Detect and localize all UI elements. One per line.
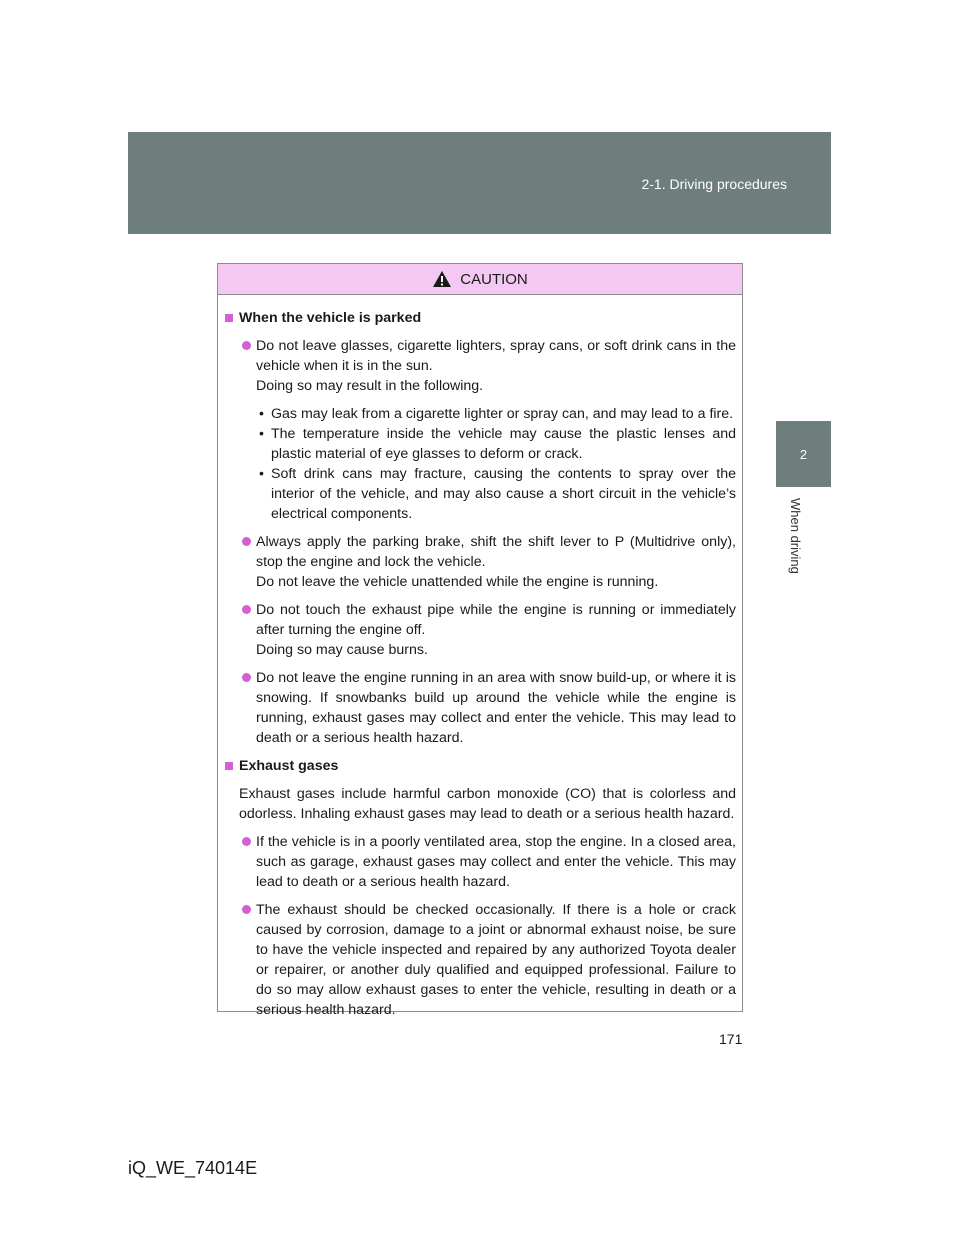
sub-list [256, 404, 736, 524]
bullet-text: Doing so may result in the following. [256, 378, 484, 394]
caution-body [218, 295, 742, 1020]
section-intro: Exhaust gases include harmful carbon monoxide (CO) that is colorless and odorless. Inhaling exhaust gases may lead to death or a serious health hazard. [239, 786, 736, 822]
bullet-text: Do not leave the engine running in an area with snow build-up, or where it is snowing. If snowbanks build up around the vehicle while the engine is running, exhaust gases may collect and enter the vehicle. This may lead to death or a serious health hazard. [256, 670, 736, 746]
document-code: iQ_WE_74014E [128, 1158, 258, 1178]
bullet-text: If the vehicle is in a poorly ventilated area, stop the engine. In a closed area, such as garage, exhaust gases may collect and enter the vehicle. This may lead to death or a serious health hazard. [256, 834, 736, 890]
bullet-text: Doing so may cause burns. [256, 642, 428, 658]
section-heading: Exhaust gases [225, 756, 736, 776]
list-item [225, 900, 736, 1020]
bullet-text: Always apply the parking brake, shift the shift lever to P (Multidrive only), stop the engine and lock the vehicle. [256, 534, 736, 570]
sub-item: • The temperature inside the vehicle may cause the plastic lenses and plastic material of eye glasses to deform or crack. [256, 424, 736, 464]
warning-icon [432, 270, 452, 288]
header-band [128, 132, 831, 234]
list-item [225, 336, 736, 524]
sub-item: • Gas may leak from a cigarette lighter or spray can, and may lead to a fire. [256, 404, 736, 424]
sub-item: • Soft drink cans may fracture, causing the contents to spray over the interior of the vehicle, and may also cause a short circuit in the vehicle’s electrical components. [256, 464, 736, 524]
bullet-text: The exhaust should be checked occasionally. If there is a hole or crack caused by corrosion, damage to a joint or abnormal exhaust noise, be sure to have the vehicle inspected and repaired by any authorized Toyota dealer or repairer, or another duly qualified and equipped professional. Failure to do so may allow exhaust gases to enter the vehicle, resulting in death or a serious health hazard. [256, 902, 736, 1018]
section-heading: When the vehicle is parked [225, 308, 736, 328]
caution-box [217, 263, 743, 1018]
chapter-tab [776, 421, 831, 487]
list-item [225, 832, 736, 892]
list-item [225, 532, 736, 592]
chapter-number: 2 [799, 446, 808, 462]
caution-header [218, 264, 742, 295]
list-item [225, 600, 736, 660]
chapter-label: When driving [788, 498, 803, 574]
caution-title: CAUTION [460, 270, 528, 288]
bullet-text: Do not leave glasses, cigarette lighters, spray cans, or soft drink cans in the vehicle when it is in the sun. [256, 338, 736, 374]
bullet-text: Do not leave the vehicle unattended while the engine is running. [256, 574, 659, 590]
list-item [225, 668, 736, 748]
section-title: 2-1. Driving procedures [641, 176, 787, 192]
page-number: 171 [719, 1031, 743, 1047]
bullet-text: Do not touch the exhaust pipe while the engine is running or immediately after turning the engine off. [256, 602, 736, 638]
